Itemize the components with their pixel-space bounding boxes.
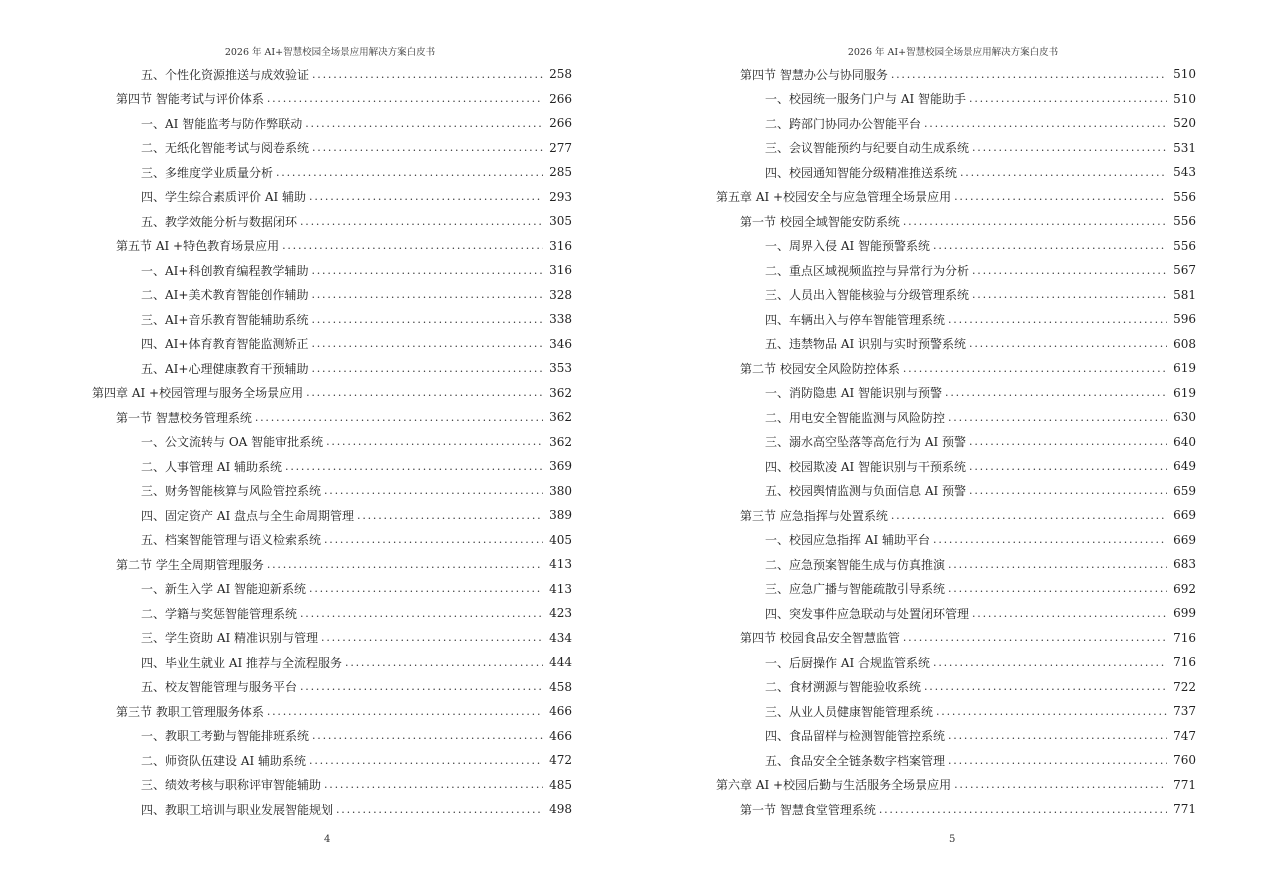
toc-dot-leader xyxy=(324,778,543,791)
toc-entry-page: 362 xyxy=(549,385,572,400)
toc-entry[interactable] xyxy=(0,479,572,504)
toc-entry-title: 二、重点区域视频监控与异常行为分析 xyxy=(765,263,970,278)
toc-dot-leader xyxy=(336,803,543,816)
toc-entry-page: 699 xyxy=(1173,606,1196,621)
toc-entry-title: 五、个性化资源推送与成效验证 xyxy=(141,67,310,82)
toc-entry-page: 316 xyxy=(549,238,572,253)
toc-dot-leader xyxy=(945,386,1167,399)
toc-entry[interactable] xyxy=(630,528,1196,553)
toc-entry-title: 第四节 智能考试与评价体系 xyxy=(116,92,264,107)
toc-entry-title: 四、教职工培训与职业发展智能规划 xyxy=(141,802,334,817)
toc-entry-page: 716 xyxy=(1173,655,1196,670)
toc-entry[interactable] xyxy=(0,626,572,651)
toc-entry[interactable] xyxy=(0,356,572,381)
toc-dot-leader xyxy=(324,484,543,497)
toc-entry[interactable] xyxy=(630,234,1196,259)
toc-entry[interactable] xyxy=(0,552,572,577)
toc-entry-title: 四、学生综合素质评价 AI 辅助 xyxy=(141,190,307,205)
toc-entry-page: 266 xyxy=(549,116,572,131)
toc-entry-title: 第五节 AI +特色教育场景应用 xyxy=(116,239,280,254)
toc-dot-leader xyxy=(311,337,543,350)
toc-entry-page: 316 xyxy=(549,263,572,278)
toc-entry-page: 458 xyxy=(549,679,572,694)
toc-dot-leader xyxy=(972,607,1167,620)
toc-dot-leader xyxy=(300,215,543,228)
toc-dot-leader xyxy=(948,754,1167,767)
toc-dot-leader xyxy=(933,239,1167,252)
toc-entry-title: 二、用电安全智能监测与风险防控 xyxy=(765,410,946,425)
toc-dot-leader xyxy=(276,166,543,179)
toc-dot-leader xyxy=(309,754,543,767)
toc-dot-leader xyxy=(345,656,543,669)
toc-entry[interactable] xyxy=(630,160,1196,185)
toc-entry-page: 608 xyxy=(1173,336,1196,351)
running-header: 2026 年 AI+智慧校园全场景应用解决方案白皮书 xyxy=(224,47,436,58)
toc-entry-title: 第三节 教职工管理服务体系 xyxy=(116,704,264,719)
toc-entry-page: 444 xyxy=(549,655,572,670)
toc-entry-page: 285 xyxy=(549,165,572,180)
toc-entry-page: 510 xyxy=(1173,91,1196,106)
toc-entry[interactable] xyxy=(630,454,1196,479)
toc-entry-page: 413 xyxy=(549,557,572,572)
toc-entry-title: 五、校园舆情监测与负面信息 AI 预警 xyxy=(765,484,967,499)
toc-entry[interactable] xyxy=(630,405,1196,430)
toc-entry-title: 二、师资队伍建设 AI 辅助系统 xyxy=(141,753,307,768)
toc-entry-title: 三、多维度学业质量分析 xyxy=(141,165,274,180)
toc-entry[interactable] xyxy=(630,577,1196,602)
toc-dot-leader xyxy=(311,313,543,326)
toc-dot-leader xyxy=(311,264,543,277)
toc-entry-title: 第二节 校园安全风险防控体系 xyxy=(740,361,900,376)
toc-entry-title: 一、校园统一服务门户与 AI 智能助手 xyxy=(765,92,967,107)
toc-entry-title: 第四章 AI +校园管理与服务全场景应用 xyxy=(92,386,304,401)
toc-entry-title: 一、公文流转与 OA 智能审批系统 xyxy=(141,435,324,450)
toc-entry-title: 四、固定资产 AI 盘点与全生命周期管理 xyxy=(141,508,355,523)
toc-entry-title: 第一节 智慧校务管理系统 xyxy=(116,410,252,425)
toc-entry-page: 466 xyxy=(549,728,572,743)
toc-entry-page: 434 xyxy=(549,630,572,645)
toc-entry[interactable] xyxy=(0,503,572,528)
toc-entry-page: 771 xyxy=(1173,777,1196,792)
toc-dot-leader xyxy=(309,190,543,203)
toc-dot-leader xyxy=(285,460,543,473)
toc-entry-title: 二、学籍与奖惩智能管理系统 xyxy=(141,606,298,621)
toc-dot-leader xyxy=(324,533,543,546)
toc-entry[interactable] xyxy=(0,773,572,798)
toc-entry-title: 三、财务智能核算与风险管控系统 xyxy=(141,484,322,499)
toc-dot-leader xyxy=(972,264,1167,277)
toc-entry-title: 三、绩效考核与职称评审智能辅助 xyxy=(141,778,322,793)
toc-entry[interactable] xyxy=(0,332,572,357)
toc-dot-leader xyxy=(312,729,543,742)
toc-entry[interactable] xyxy=(630,136,1196,161)
toc-entry-title: 二、AI+美术教育智能创作辅助 xyxy=(141,288,309,303)
page-number: 4 xyxy=(324,834,331,845)
toc-entry-page: 669 xyxy=(1173,508,1196,523)
toc-entry[interactable] xyxy=(630,724,1196,749)
toc-dot-leader xyxy=(267,92,543,105)
toc-entry-page: 380 xyxy=(549,483,572,498)
toc-entry-title: 四、毕业生就业 AI 推荐与全流程服务 xyxy=(141,655,343,670)
toc-dot-leader xyxy=(321,631,543,644)
toc-entry-page: 771 xyxy=(1173,802,1196,817)
toc-entry-page: 630 xyxy=(1173,410,1196,425)
toc-entry-title: 二、跨部门协同办公智能平台 xyxy=(765,116,922,131)
toc-dot-leader xyxy=(936,705,1167,718)
toc-dot-leader xyxy=(891,509,1167,522)
toc-entry-title: 五、校友智能管理与服务平台 xyxy=(141,680,298,695)
toc-entry[interactable] xyxy=(0,111,572,136)
toc-entry-title: 一、周界入侵 AI 智能预警系统 xyxy=(765,239,931,254)
toc-entry-page: 716 xyxy=(1173,630,1196,645)
toc-dot-leader xyxy=(309,582,543,595)
toc-entry-page: 669 xyxy=(1173,532,1196,547)
toc-entry[interactable] xyxy=(0,209,572,234)
toc-entry-title: 一、教职工考勤与智能排班系统 xyxy=(141,729,310,744)
toc-entry-page: 692 xyxy=(1173,581,1196,596)
toc-entry-title: 一、新生入学 AI 智能迎新系统 xyxy=(141,582,307,597)
toc-entry-title: 三、应急广播与智能疏散引导系统 xyxy=(765,582,946,597)
toc-entry[interactable] xyxy=(0,160,572,185)
toc-entry-title: 一、消防隐患 AI 智能识别与预警 xyxy=(765,386,943,401)
toc-entry-page: 423 xyxy=(549,606,572,621)
toc-dot-leader xyxy=(969,337,1167,350)
toc-entry-title: 四、校园欺凌 AI 智能识别与干预系统 xyxy=(765,459,967,474)
toc-entry-title: 第一节 校园全域智能安防系统 xyxy=(740,214,900,229)
toc-dot-leader xyxy=(306,386,543,399)
toc-entry-page: 413 xyxy=(549,581,572,596)
toc-entry-page: 369 xyxy=(549,459,572,474)
toc-entry[interactable] xyxy=(0,234,572,259)
toc-entry-page: 619 xyxy=(1173,385,1196,400)
toc-entry[interactable] xyxy=(0,405,572,430)
toc-entry[interactable] xyxy=(630,626,1196,651)
toc-entry-page: 659 xyxy=(1173,483,1196,498)
toc-dot-leader xyxy=(903,215,1167,228)
toc-entry-title: 三、从业人员健康智能管理系统 xyxy=(765,704,934,719)
toc-entry-title: 三、会议智能预约与纪要自动生成系统 xyxy=(765,141,970,156)
toc-entry[interactable] xyxy=(630,381,1196,406)
toc-entry-title: 五、食品安全全链条数字档案管理 xyxy=(765,753,946,768)
toc-entry-page: 328 xyxy=(549,287,572,302)
toc-entry[interactable] xyxy=(630,552,1196,577)
toc-entry-page: 722 xyxy=(1173,679,1196,694)
toc-entry-page: 277 xyxy=(549,140,572,155)
toc-dot-leader xyxy=(924,117,1167,130)
toc-entry[interactable] xyxy=(630,332,1196,357)
toc-entry[interactable] xyxy=(0,430,572,455)
toc-entry-page: 556 xyxy=(1173,238,1196,253)
toc-entry[interactable] xyxy=(0,258,572,283)
toc-entry-page: 640 xyxy=(1173,434,1196,449)
toc-dot-leader xyxy=(282,239,543,252)
toc-dot-leader xyxy=(969,484,1167,497)
toc-entry-title: 第二节 学生全周期管理服务 xyxy=(116,557,264,572)
toc-entry-page: 760 xyxy=(1173,753,1196,768)
toc-entry[interactable] xyxy=(0,185,572,210)
toc-entry-title: 第四节 校园食品安全智慧监管 xyxy=(740,631,900,646)
toc-entry[interactable] xyxy=(0,381,572,406)
toc-entry[interactable] xyxy=(630,675,1196,700)
toc-dot-leader xyxy=(311,288,543,301)
toc-entry-title: 第一节 智慧食堂管理系统 xyxy=(740,802,876,817)
toc-entry-title: 二、应急预案智能生成与仿真推演 xyxy=(765,557,946,572)
toc-entry[interactable] xyxy=(0,87,572,112)
toc-entry-title: 二、人事管理 AI 辅助系统 xyxy=(141,459,283,474)
toc-entry-page: 258 xyxy=(549,67,572,82)
toc-entry-title: 一、AI+科创教育编程教学辅助 xyxy=(141,263,309,278)
toc-entry-title: 第三节 应急指挥与处置系统 xyxy=(740,508,888,523)
toc-dot-leader xyxy=(948,582,1167,595)
toc-entry[interactable] xyxy=(630,307,1196,332)
toc-entry-page: 305 xyxy=(549,214,572,229)
toc-entry-title: 五、教学效能分析与数据闭环 xyxy=(141,214,298,229)
toc-dot-leader xyxy=(969,435,1167,448)
toc-entry[interactable] xyxy=(630,503,1196,528)
toc-dot-leader xyxy=(312,141,543,154)
toc-entry-title: 一、校园应急指挥 AI 辅助平台 xyxy=(765,533,931,548)
toc-entry-page: 596 xyxy=(1173,312,1196,327)
toc-entry-page: 362 xyxy=(549,434,572,449)
toc-entry[interactable] xyxy=(630,283,1196,308)
toc-dot-leader xyxy=(903,631,1167,644)
toc-entry[interactable] xyxy=(0,528,572,553)
toc-entry-page: 683 xyxy=(1173,557,1196,572)
toc-entry-title: 四、AI+体育教育智能监测矫正 xyxy=(141,337,309,352)
toc-dot-leader xyxy=(948,558,1167,571)
toc-entry-page: 510 xyxy=(1173,67,1196,82)
toc-entry-title: 五、档案智能管理与语义检索系统 xyxy=(141,533,322,548)
toc-dot-leader xyxy=(954,190,1167,203)
toc-dot-leader xyxy=(891,68,1167,81)
toc-entry-title: 四、校园通知智能分级精准推送系统 xyxy=(765,165,958,180)
toc-entry-title: 三、溺水高空坠落等高危行为 AI 预警 xyxy=(765,435,967,450)
toc-entry[interactable] xyxy=(630,209,1196,234)
toc-entry[interactable] xyxy=(0,748,572,773)
toc-dot-leader xyxy=(255,411,543,424)
toc-entry-title: 四、食品留样与检测智能管控系统 xyxy=(765,729,946,744)
toc-entry[interactable] xyxy=(630,430,1196,455)
toc-entry-page: 498 xyxy=(549,802,572,817)
toc-dot-leader xyxy=(300,607,543,620)
toc-entry[interactable] xyxy=(0,601,572,626)
toc-entry-page: 619 xyxy=(1173,361,1196,376)
toc-dot-leader xyxy=(924,680,1167,693)
toc-dot-leader xyxy=(948,729,1167,742)
toc-entry[interactable] xyxy=(0,454,572,479)
toc-entry-page: 520 xyxy=(1173,116,1196,131)
toc-entry-page: 531 xyxy=(1173,140,1196,155)
toc-dot-leader xyxy=(312,68,543,81)
toc-dot-leader xyxy=(903,362,1167,375)
running-header: 2026 年 AI+智慧校园全场景应用解决方案白皮书 xyxy=(847,47,1059,58)
toc-dot-leader xyxy=(326,435,543,448)
toc-dot-leader xyxy=(305,117,543,130)
toc-entry-page: 293 xyxy=(549,189,572,204)
toc-dot-leader xyxy=(972,141,1167,154)
toc-entry-page: 466 xyxy=(549,704,572,719)
toc-dot-leader xyxy=(948,411,1167,424)
toc-dot-leader xyxy=(311,362,543,375)
toc-entry-page: 485 xyxy=(549,777,572,792)
toc-entry-page: 346 xyxy=(549,336,572,351)
toc-entry[interactable] xyxy=(0,650,572,675)
toc-entry[interactable] xyxy=(630,601,1196,626)
toc-entry-page: 338 xyxy=(549,312,572,327)
left-page xyxy=(0,0,630,895)
toc-entry-title: 一、AI 智能监考与防作弊联动 xyxy=(141,116,303,131)
toc-entry-title: 四、车辆出入与停车智能管理系统 xyxy=(765,312,946,327)
toc-dot-leader xyxy=(960,166,1167,179)
toc-entry-title: 三、AI+音乐教育智能辅助系统 xyxy=(141,312,309,327)
toc-list xyxy=(630,62,1196,822)
toc-entry-title: 五、违禁物品 AI 识别与实时预警系统 xyxy=(765,337,967,352)
toc-entry[interactable] xyxy=(0,724,572,749)
toc-entry-page: 556 xyxy=(1173,214,1196,229)
toc-dot-leader xyxy=(954,778,1167,791)
toc-entry-page: 581 xyxy=(1173,287,1196,302)
toc-entry-page: 747 xyxy=(1173,728,1196,743)
toc-entry[interactable] xyxy=(0,577,572,602)
toc-entry[interactable] xyxy=(0,797,572,822)
toc-entry-page: 353 xyxy=(549,361,572,376)
toc-entry-page: 362 xyxy=(549,410,572,425)
toc-dot-leader xyxy=(972,288,1167,301)
toc-entry[interactable] xyxy=(630,356,1196,381)
right-page xyxy=(630,0,1261,895)
toc-entry-page: 567 xyxy=(1173,263,1196,278)
toc-entry-title: 五、AI+心理健康教育干预辅助 xyxy=(141,361,309,376)
toc-entry-page: 266 xyxy=(549,91,572,106)
toc-entry[interactable] xyxy=(0,62,572,87)
toc-entry-title: 第四节 智慧办公与协同服务 xyxy=(740,67,888,82)
toc-entry[interactable] xyxy=(630,111,1196,136)
toc-dot-leader xyxy=(969,92,1167,105)
toc-dot-leader xyxy=(933,656,1167,669)
toc-entry[interactable] xyxy=(630,62,1196,87)
toc-entry-page: 737 xyxy=(1173,704,1196,719)
toc-entry-title: 一、后厨操作 AI 合规监管系统 xyxy=(765,655,931,670)
toc-list xyxy=(0,62,572,822)
toc-entry[interactable] xyxy=(0,136,572,161)
toc-entry-title: 第六章 AI +校园后勤与生活服务全场景应用 xyxy=(716,778,952,793)
toc-dot-leader xyxy=(879,803,1167,816)
toc-entry[interactable] xyxy=(630,258,1196,283)
toc-entry[interactable] xyxy=(630,699,1196,724)
toc-entry-title: 二、无纸化智能考试与阅卷系统 xyxy=(141,141,310,156)
toc-entry[interactable] xyxy=(630,87,1196,112)
toc-entry-page: 649 xyxy=(1173,459,1196,474)
toc-entry[interactable] xyxy=(630,650,1196,675)
toc-dot-leader xyxy=(969,460,1167,473)
toc-entry[interactable] xyxy=(630,479,1196,504)
toc-entry[interactable] xyxy=(630,797,1196,822)
toc-entry-page: 556 xyxy=(1173,189,1196,204)
toc-entry-title: 第五章 AI +校园安全与应急管理全场景应用 xyxy=(716,190,952,205)
toc-entry[interactable] xyxy=(630,773,1196,798)
toc-entry-title: 三、人员出入智能核验与分级管理系统 xyxy=(765,288,970,303)
toc-entry[interactable] xyxy=(630,748,1196,773)
toc-entry-page: 405 xyxy=(549,532,572,547)
toc-entry[interactable] xyxy=(630,185,1196,210)
toc-dot-leader xyxy=(948,313,1167,326)
toc-entry-page: 389 xyxy=(549,508,572,523)
toc-dot-leader xyxy=(300,680,543,693)
toc-entry-title: 四、突发事件应急联动与处置闭环管理 xyxy=(765,606,970,621)
toc-dot-leader xyxy=(267,705,543,718)
toc-entry-page: 543 xyxy=(1173,165,1196,180)
toc-dot-leader xyxy=(267,558,543,571)
toc-entry-page: 472 xyxy=(549,753,572,768)
toc-entry[interactable] xyxy=(0,699,572,724)
toc-dot-leader xyxy=(357,509,543,522)
page-number: 5 xyxy=(949,834,956,845)
toc-entry[interactable] xyxy=(0,675,572,700)
toc-entry[interactable] xyxy=(0,307,572,332)
toc-entry[interactable] xyxy=(0,283,572,308)
toc-entry-title: 三、学生资助 AI 精准识别与管理 xyxy=(141,631,319,646)
toc-entry-title: 二、食材溯源与智能验收系统 xyxy=(765,680,922,695)
toc-dot-leader xyxy=(933,533,1167,546)
